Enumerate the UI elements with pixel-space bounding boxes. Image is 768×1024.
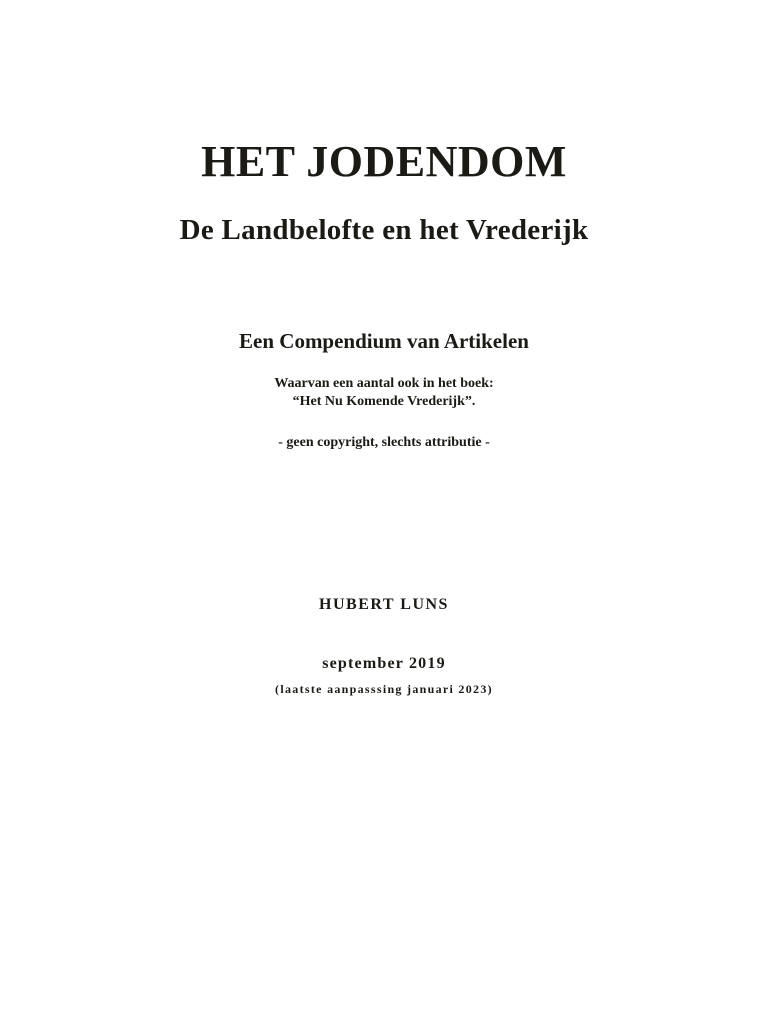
revision-note: (laatste aanpasssing januari 2023) xyxy=(275,682,493,696)
copyright-note: - geen copyright, slechts attributie - xyxy=(278,435,490,450)
author-name: HUBERT LUNS xyxy=(319,596,449,613)
publication-date: september 2019 xyxy=(322,655,446,672)
document-subtitle: De Landbelofte en het Vrederijk xyxy=(179,214,589,246)
book-note-line-1: Waarvan een aantal ook in het boek: xyxy=(274,376,494,391)
compendium-heading: Een Compendium van Artikelen xyxy=(239,329,529,353)
document-title: HET JODENDOM xyxy=(201,137,567,186)
book-note-line-2: “Het Nu Komende Vrederijk”. xyxy=(292,394,476,409)
